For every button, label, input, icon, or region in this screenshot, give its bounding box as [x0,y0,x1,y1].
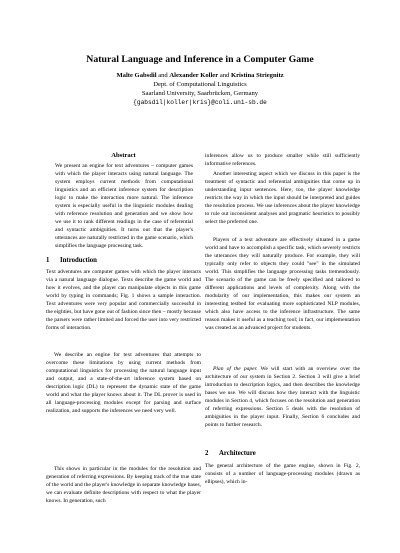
affiliation-university: Saarland University, Saarbrücken, Germany [141,90,259,97]
author-separator: and [156,72,170,79]
section-number: 2 [205,450,209,457]
author-email: {gabsdil|koller|kris}@coli.uni-sb.de [133,99,267,106]
author-separator: and [218,72,231,79]
author-name: Alexander Koller [169,72,219,79]
paper-title: Natural Language and Inference in a Computer Game [86,54,314,65]
introduction-paragraph-2: We describe an engine for text adventures that attempts to overcome these limitations by using current methods from computational linguistics for processing the natural language input and output, and a state-of-the-art inference system based on description logic (DL) to represent the dynamic state of the game world and what the player knows about it. The DL prover is used in all language-processing modules except for parsing and surface realization, and supports the inferences we need very well. [46,352,201,414]
author-name: Kristina Striegnitz [231,72,284,79]
abstract-text: We present an engine for text adventures – computer games with which the player interacts using natural language. The system employs current methods from computational linguistics and an efficient inference system for description logic to make the interaction more natural. The inference system is especially useful in the linguistic modules dealing with reference resolution and generation and we show how we use it to rank different readings in the case of referential and syntactic ambiguities. It turns out that the player's utterances are naturally restricted in the game scenario, which simplifies the language processing task. [55,163,193,249]
architecture-paragraph-1: The general architecture of the game engine, shown in Fig. 2, consists of a number of language-processing modules (drawn as ellipses), which in- [205,463,360,485]
affiliation-department: Dept. of Computational Linguistics [153,81,247,88]
section-number: 1 [46,257,50,264]
section-title: Architecture [219,450,256,457]
body-paragraph-players: Players of a text adventure are effectively situated in a game world and have to accomplish a specific task, which severely restricts the utterances they will naturally produce. For example, they will typically only refer to objects they could "see" in the simulated world. This simplifies the language processing tasks tremendously. The scenario of the game can be freely specified and tailored to different applications and levels of complexity. Along with the modularity of our implementation, this makes our system an interesting testbed for evaluating more sophisticated NLP modules, which also have access to the inference infrastructure. The same reason makes it useful as a teaching tool; in fact, our implementation was created as an advanced project for students. [205,237,360,331]
body-paragraph-plan [205,365,360,429]
plan-text: We will start with an overview over the architecture of our system in Section 2. Section 3 will give a brief introduction to description logics, and then describes the knowledge bases we use. We will discuss how they interact with the linguistic modules in Section 4, which focuses on the resolution and generation of referring expressions. Section 5 deals with the resolution of ambiguities in the player input. Finally, Section 6 concludes and points to further research. [205,366,360,428]
author-list [0,72,400,79]
plan-lead-in: Plan of the paper. [213,366,258,372]
body-paragraph-continued: inferences allow us to produce smaller while still sufficiently informative references. [205,153,360,167]
section-title: Introduction [60,257,97,264]
abstract-heading: Abstract [111,152,136,159]
introduction-paragraph-1: Text adventures are computer games with which the player interacts via a natural language dialogue. Texts describe the game world and how it evolves, and the player can manipulate objects in this game world by typing in commands; Fig. 1 shows a sample interaction. Text adventures were very popular and commercially successful in the eighties, but have gone out of fashion since then – mostly because the parsers were rather limited and forced the user into very restricted forms of interaction. [46,269,201,331]
introduction-paragraph-3: This shows in particular in the modules for the resolution and generation of referring expressions. By keeping track of the true state of the world and the player's knowledge in separate knowledge bases, we can evaluate definite descriptions with respect to what the player knows. In generation, such [46,466,201,504]
section-heading-architecture [205,450,256,457]
body-paragraph-ambiguity: Another interesting aspect which we discuss in this paper is the treatment of syntactic and referential ambiguities that come up in understanding input sentences. Here, too, the player knowledge restricts the way in which the input should be interpreted and guides the resolution process. We use inferences about the player knowledge to rule out inconsistent analyses and pragmatic heuristics to possibly select the preferred one. [205,171,360,225]
author-name: Malte Gabsdil [116,72,157,79]
section-heading-introduction [46,257,97,264]
